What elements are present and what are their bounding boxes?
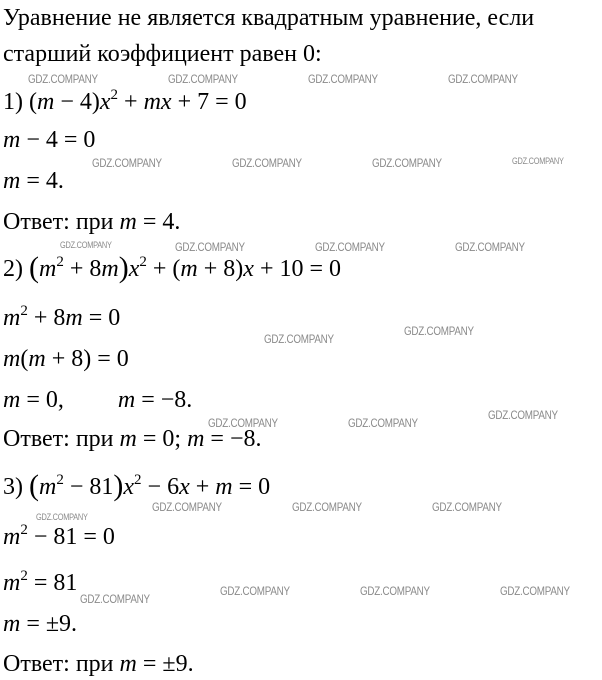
intro-line-2: старший коэффициент равен 0: (3, 41, 322, 67)
case2-step-3: m = 0, m = −8. (3, 387, 193, 413)
watermark: GDZ.COMPANY (488, 408, 558, 422)
watermark: GDZ.COMPANY (60, 240, 112, 250)
case2-equation: 2) $(m^2 + 8m)x^2 + (m + 8)x + 10 = 0$ (3, 251, 342, 284)
case1-answer: Ответ: при m = 4. (3, 209, 181, 235)
watermark: GDZ.COMPANY (360, 584, 430, 598)
watermark: GDZ.COMPANY (220, 584, 290, 598)
case2-answer-label: Ответ: при (3, 426, 114, 452)
case3-answer: Ответ: при m = ±9. (3, 651, 194, 677)
watermark: GDZ.COMPANY (404, 324, 474, 338)
watermark: GDZ.COMPANY (500, 584, 570, 598)
watermark: GDZ.COMPANY (28, 72, 98, 86)
watermark: GDZ.COMPANY (175, 240, 245, 254)
case3-answer-value: ±9. (162, 651, 194, 677)
watermark: GDZ.COMPANY (36, 512, 88, 522)
watermark: GDZ.COMPANY (348, 416, 418, 430)
watermark: GDZ.COMPANY (448, 72, 518, 86)
case2-number: 2) (3, 256, 23, 282)
case2-step-1: $m^2 + 8m = 0$ (3, 303, 121, 331)
watermark: GDZ.COMPANY (372, 156, 442, 170)
watermark: GDZ.COMPANY (264, 332, 334, 346)
case1-equation: 1) $(m - 4)x^2$ + mx + 7 = 0 (3, 87, 247, 115)
case3-step-1: $m^2 - 81 = 0$ (3, 522, 115, 550)
watermark: GDZ.COMPANY (455, 240, 525, 254)
watermark: GDZ.COMPANY (92, 156, 162, 170)
case1-answer-value: 4. (162, 209, 181, 235)
case2-answer-value-1: 0; (162, 426, 182, 452)
watermark: GDZ.COMPANY (232, 156, 302, 170)
watermark: GDZ.COMPANY (168, 72, 238, 86)
watermark: GDZ.COMPANY (292, 500, 362, 514)
case1-step-2: m = 4. (3, 168, 64, 194)
case3-step-3: m = ±9. (3, 611, 78, 637)
intro-line-1: Уравнение не является квадратным уравнение, если (3, 5, 535, 31)
watermark: GDZ.COMPANY (432, 500, 502, 514)
watermark: GDZ.COMPANY (308, 72, 378, 86)
case1-number: 1) (3, 89, 23, 115)
watermark: GDZ.COMPANY (80, 592, 150, 606)
case3-answer-label: Ответ: при (3, 651, 114, 677)
case2-answer-value-2: −8. (229, 426, 262, 452)
watermark: GDZ.COMPANY (315, 240, 385, 254)
case1-answer-label: Ответ: при (3, 209, 114, 235)
case3-step-2: $m^2 = 81$ (3, 568, 78, 596)
case3-equation: 3) $(m^2 - 81)x^2 - 6x + m = 0$ (3, 469, 271, 502)
watermark: GDZ.COMPANY (208, 416, 278, 430)
watermark: GDZ.COMPANY (152, 500, 222, 514)
case2-answer: Ответ: при m = 0; m = −8. (3, 426, 262, 452)
case1-step-1: m − 4 = 0 (3, 127, 96, 153)
case3-number: 3) (3, 474, 23, 500)
watermark: GDZ.COMPANY (512, 156, 564, 166)
case2-step-2: m(m + 8) = 0 (3, 346, 129, 372)
